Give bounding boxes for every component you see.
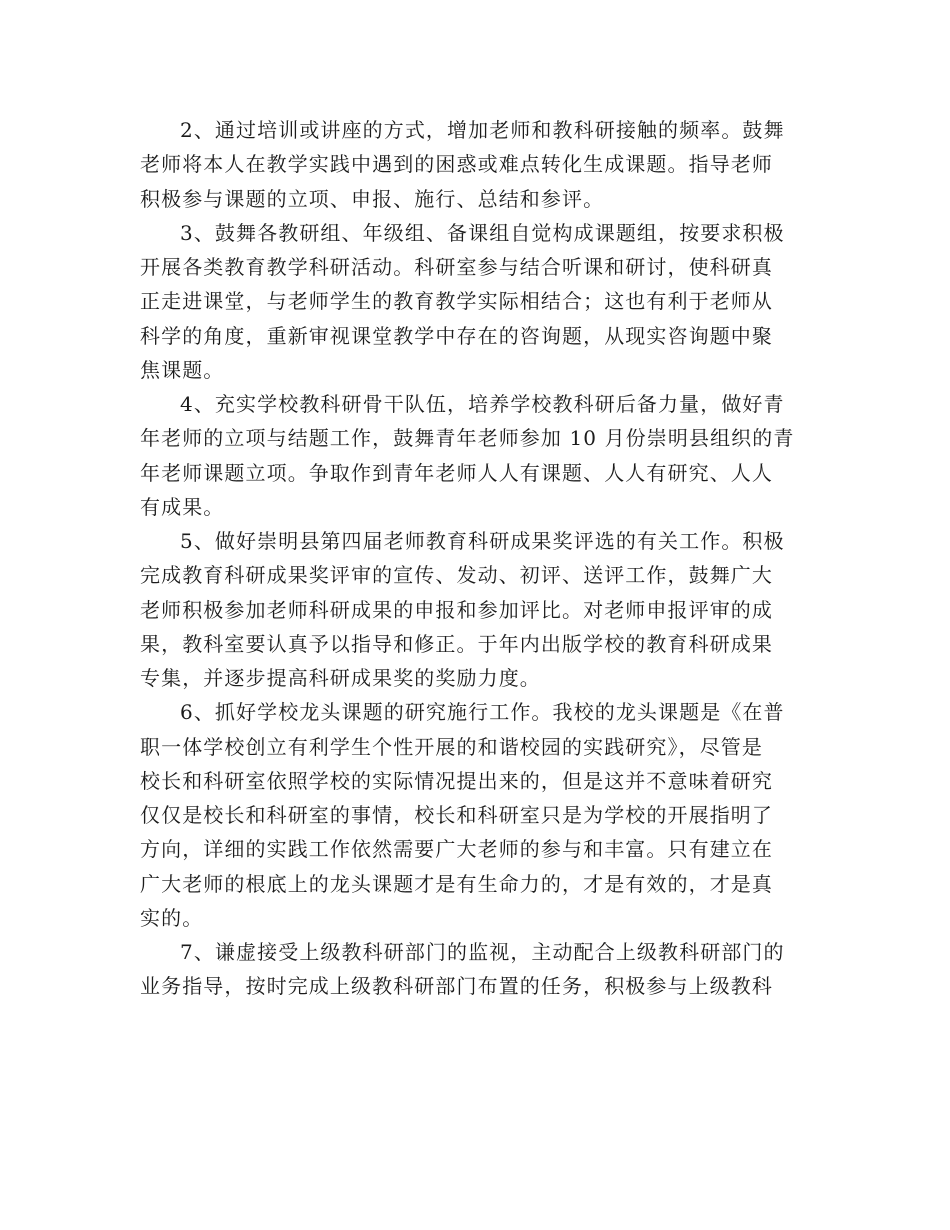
- paragraph-line: 果，教科室要认真予以指导和修正。于年内出版学校的教育科研成果: [140, 631, 773, 656]
- paragraph-line: 方向，详细的实践工作依然需要广大老师的参与和丰富。只有建立在: [140, 837, 773, 862]
- paragraph-first-line: 5、做好崇明县第四届老师教育科研成果奖评选的有关工作。积极: [180, 529, 785, 553]
- paragraph-first-line: 3、鼓舞各教研组、年级组、备课组自觉构成课题组，按要求积极: [180, 220, 785, 245]
- paragraph-line: 年老师的立项与结题工作，鼓舞青年老师参加 10 月份崇明县组织的青: [140, 426, 795, 451]
- paragraph-line: 专集，并逐步提高科研成果奖的奖励力度。: [140, 666, 541, 690]
- paragraph-line: 老师将本人在教学实践中遇到的困惑或难点转化生成课题。指导老师: [140, 152, 773, 177]
- paragraph-first-line: 6、抓好学校龙头课题的研究施行工作。我校的龙头课题是《在普: [180, 700, 785, 725]
- paragraph-first-line: 2、通过培训或讲座的方式，增加老师和教科研接触的频率。鼓舞: [180, 118, 785, 142]
- paragraph-line: 业务指导，按时完成上级教科研部门布置的任务，积极参与上级教科: [140, 974, 773, 999]
- paragraph-line: 年老师课题立项。争取作到青年老师人人有课题、人人有研究、人人: [140, 460, 773, 485]
- paragraph-line: 正走进课堂，与老师学生的教育教学实际相结合；这也有利于老师从: [140, 289, 773, 314]
- paragraph-line: 科学的角度，重新审视课堂教学中存在的咨询题，从现实咨询题中聚: [140, 323, 773, 348]
- paragraph-line: 完成教育科研成果奖评审的宣传、发动、初评、送评工作，鼓舞广大: [140, 563, 773, 588]
- paragraph-line: 焦课题。: [140, 357, 225, 382]
- paragraph-line: 积极参与课题的立项、申报、施行、总结和参评。: [140, 186, 605, 211]
- paragraph-line: 校长和科研室依照学校的实际情况提出来的，但是这并不意味着研究: [140, 768, 773, 793]
- paragraph-line: 职一体学校创立有利学生个性开展的和谐校园的实践研究》，尽管是: [140, 734, 763, 759]
- paragraph-first-line: 4、充实学校教科研骨干队伍，培养学校教科研后备力量，做好青: [180, 392, 785, 416]
- paragraph-line: 实的。: [140, 905, 204, 930]
- paragraph-line: 老师积极参加老师科研成果的申报和参加评比。对老师申报评审的成: [140, 597, 773, 622]
- paragraph-line: 仅仅是校长和科研室的事情，校长和科研室只是为学校的开展指明了: [140, 803, 773, 827]
- paragraph-line: 开展各类教育教学科研活动。科研室参与结合听课和研讨，使科研真: [140, 255, 773, 279]
- paragraph-line: 有成果。: [140, 494, 225, 519]
- paragraph-first-line: 7、谦虚接受上级教科研部门的监视，主动配合上级教科研部门的: [180, 940, 785, 964]
- paragraph-line: 广大老师的根底上的龙头课题才是有生命力的，才是有效的，才是真: [140, 871, 773, 896]
